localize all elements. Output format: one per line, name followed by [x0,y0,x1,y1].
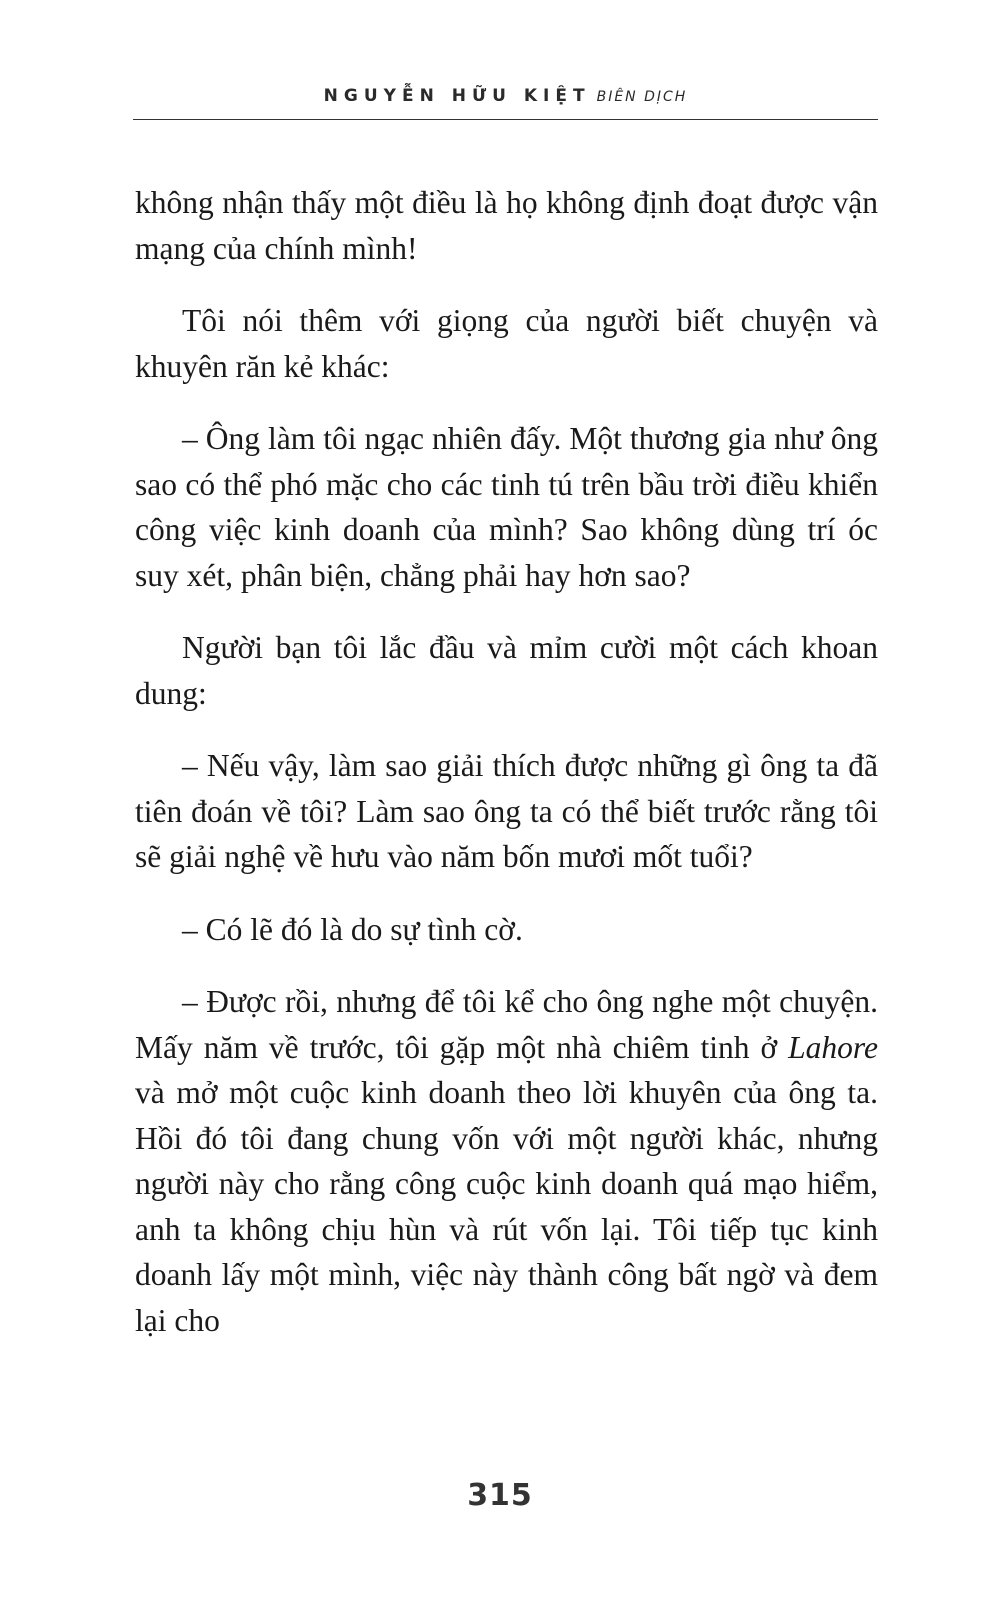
paragraph-text: và mở một cuộc kinh doanh theo lời khuyên của ông ta. Hồi đó tôi đang chung vốn với một người khác, nhưng người này cho rằng công cuộc kinh doanh quá mạo hiểm, anh ta không chịu hùn và rút vốn lại. Tôi tiếp tục kinh doanh lấy một mình, việc này thành công bất ngờ và đem lại cho [135,1075,878,1338]
paragraph [135,979,878,1343]
body-text [135,180,878,1370]
paragraph: – Nếu vậy, làm sao giải thích được những gì ông ta đã tiên đoán về tôi? Làm sao ông ta có thể biết trước rằng tôi sẽ giải nghệ về hưu vào năm bốn mươi mốt tuổi? [135,748,878,874]
paragraph: không nhận thấy một điều là họ không định đoạt được vận mạng của chính mình! [135,185,878,266]
running-header [133,86,878,106]
paragraph: – Có lẽ đó là do sự tình cờ. [182,911,523,947]
paragraph: – Ông làm tôi ngạc nhiên đấy. Một thương gia như ông sao có thể phó mặc cho các tinh tú trên bầu trời điều khiển công việc kinh doanh của mình? Sao không dùng trí óc suy xét, phân biện, chẳng phải hay hơn sao? [135,421,878,593]
header-role: BIÊN DỊCH [596,89,688,105]
header-author: NGUYỄN HỮU KIỆT [323,86,591,106]
paragraph: Người bạn tôi lắc đầu và mỉm cười một cách khoan dung: [135,630,878,711]
paragraph: Tôi nói thêm với giọng của người biết chuyện và khuyên răn kẻ khác: [135,303,878,384]
place-name-italic: Lahore [788,1029,878,1065]
paragraph-text: – Được rồi, nhưng để tôi kể cho ông nghe một chuyện. Mấy năm về trước, tôi gặp một nhà chiêm tinh ở [135,984,878,1065]
header-rule [133,119,878,120]
page-number: 315 [467,1478,533,1513]
